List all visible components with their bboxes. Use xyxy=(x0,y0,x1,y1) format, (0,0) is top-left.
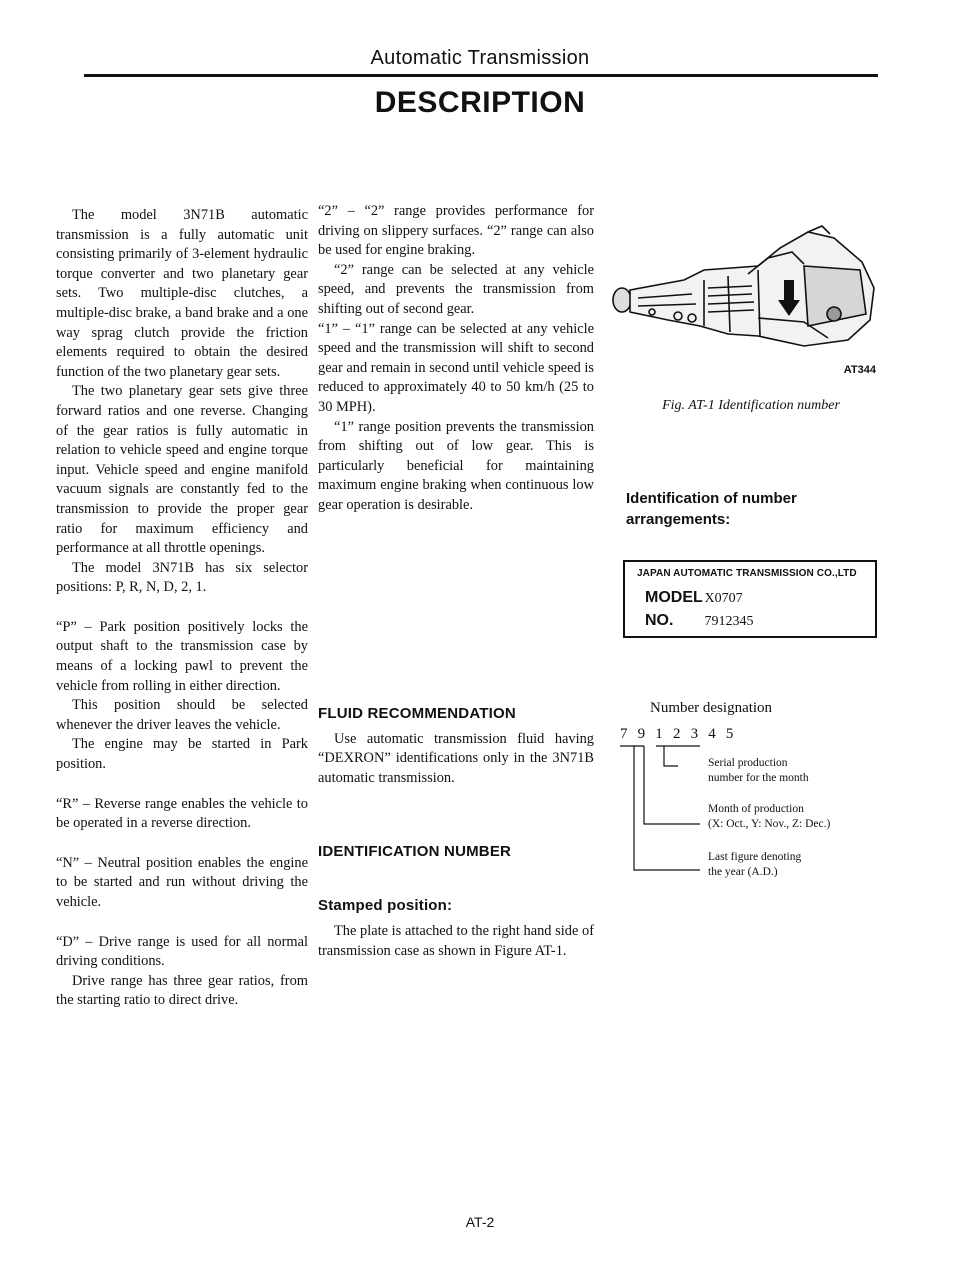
designation-bracket-lines xyxy=(620,744,700,874)
paragraph: Use automatic transmission fluid having “DEXRON” identifications only in the 3N71B automatic transmission. xyxy=(318,730,594,786)
paragraph: The engine may be started in Park position. xyxy=(56,736,308,773)
identification-heading: IDENTIFICATION NUMBER xyxy=(318,843,512,861)
number-value: 7912345 xyxy=(704,614,754,629)
column-middle xyxy=(318,202,594,961)
plate-model-row xyxy=(645,589,743,607)
plate-number-row xyxy=(645,612,754,630)
paragraph: Drive range has three gear ratios, from the starting ratio to direct drive. xyxy=(56,972,308,1009)
number-designation-label: Number designation xyxy=(650,700,773,716)
paragraph: “N” – Neutral position enables the engine to be started and run without driving the vehicle. xyxy=(56,854,308,910)
paragraph: “1” – “1” range can be selected at any vehicle speed and the transmission will shift to second gear and remain in second until vehicle speed is reduced to approximately 40 to 50 km/h (25 to 30 MPH). xyxy=(318,320,594,415)
page-number: AT-2 xyxy=(465,1214,495,1230)
transmission-illustration xyxy=(608,222,878,348)
designation-note-month: Month of production (X: Oct., Y: Nov., Z: Dec.) xyxy=(708,803,831,830)
header-rule xyxy=(84,74,878,77)
paragraph: “P” – Park position positively locks the output shaft to the transmission case by means of a locking pawl to prevent the vehicle from rolling in either direction. xyxy=(56,618,308,694)
model-value: X0707 xyxy=(704,591,743,606)
number-designation-digits: 7 9 1 2 3 4 5 xyxy=(620,726,737,742)
paragraph: “2” – “2” range provides performance for driving on slippery surfaces. “2” range can also be used for engine braking. xyxy=(318,203,594,259)
identification-plate xyxy=(623,560,877,638)
column-left xyxy=(56,206,308,1011)
paragraph: This position should be selected whenever the driver leaves the vehicle. xyxy=(56,697,308,733)
section-header: Automatic Transmission xyxy=(370,47,590,69)
paragraph: The plate is attached to the right hand side of transmission case as shown in Figure AT-1. xyxy=(318,923,594,959)
paragraph: The model 3N71B has six selector positions: P, R, N, D, 2, 1. xyxy=(56,559,308,596)
paragraph: “D” – Drive range is used for all normal driving conditions. xyxy=(56,933,308,970)
stamped-position-heading: Stamped position: xyxy=(318,897,453,915)
figure-caption: Fig. AT-1 Identification number xyxy=(662,398,840,413)
page-title: DESCRIPTION xyxy=(374,86,586,119)
figure-code: AT344 xyxy=(843,364,876,376)
number-label: NO. xyxy=(645,612,674,629)
paragraph: The model 3N71B automatic transmission is a fully automatic unit consisting primarily of 3-element hydraulic torque converter and two planetary gear sets. Two multiple-disc clutches, a multiple-disc brake, a band brake and a one way sprag clutch provide the friction elements required to obtain the desired function of the two planetary gear sets. xyxy=(56,207,308,380)
paragraph: The two planetary gear sets give three forward ratios and one reverse. Changing of the gear ratios is fully automatic in relation to vehicle speed and engine torque input. Vehicle speed and engine manifold vacuum signals are constantly fed to the transmission to provide the proper gear ratio for maximum efficiency and performance at all throttle openings. xyxy=(56,383,308,557)
plate-manufacturer: JAPAN AUTOMATIC TRANSMISSION CO.,LTD xyxy=(637,568,857,579)
model-label: MODEL xyxy=(645,589,703,606)
paragraph: “2” range can be selected at any vehicle speed, and prevents the transmission from shifting out of second gear. xyxy=(318,261,594,317)
fluid-heading: FLUID RECOMMENDATION xyxy=(318,704,516,722)
paragraph: “1” range position prevents the transmission from shifting out of low gear. This is particularly beneficial for maintaining maximum engine braking when continuous low gear operation is desirable. xyxy=(318,418,594,513)
designation-note-year: Last figure denoting the year (A.D.) xyxy=(708,851,802,878)
designation-note-serial: Serial production number for the month xyxy=(708,757,809,784)
paragraph: “R” – Reverse range enables the vehicle to be operated in a reverse direction. xyxy=(56,795,308,832)
identification-arrangement-heading: Identification of number arrangements: xyxy=(626,490,797,528)
